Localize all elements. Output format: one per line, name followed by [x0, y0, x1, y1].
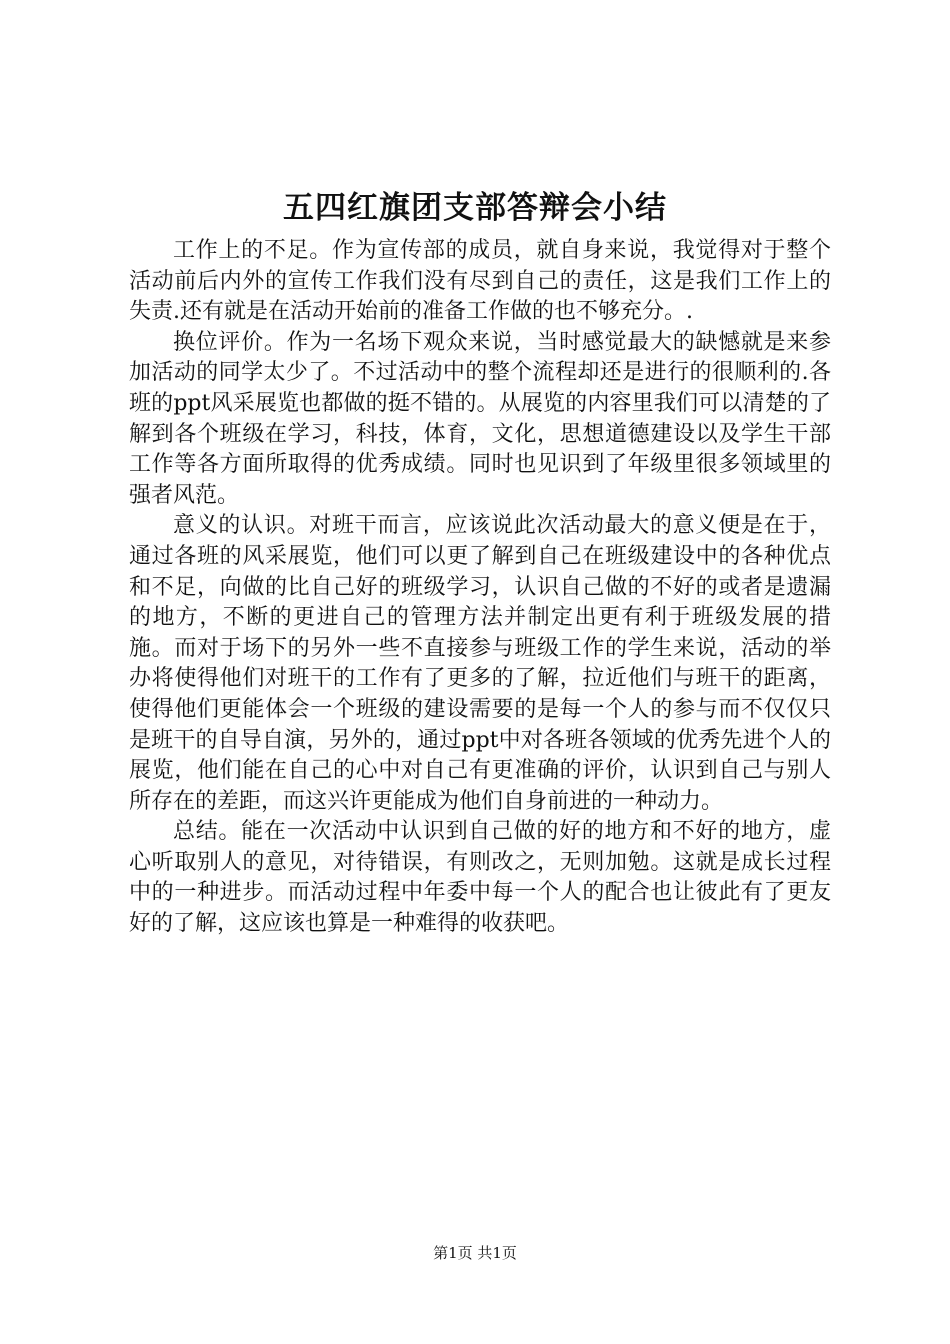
paragraph-evaluation: 换位评价。作为一名场下观众来说，当时感觉最大的缺憾就是来参加活动的同学太少了。不过活动中的整个流程却还是进行的很顺利的.各班的ppt风采展览也都做的挺不错的。从展览的内容里我们可以清楚的了解到各个班级在学习，科技，体育，文化，思想道德建设以及学生干部工作等各方面所取得的优秀成绩。同时也见识到了年级里很多领域里的强者风范。 [129, 329, 831, 508]
page-footer: 第1页 共1页 [433, 1244, 517, 1262]
document-title: 五四红旗团支部答辩会小结 [283, 190, 667, 226]
document-body [129, 236, 831, 940]
paragraph-summary: 总结。能在一次活动中认识到自己做的好的地方和不好的地方，虚心听取别人的意见，对待错误，有则改之，无则加勉。这就是成长过程中的一种进步。而活动过程中年委中每一个人的配合也让彼此有了更友好的了解，这应该也算是一种难得的收获吧。 [129, 819, 831, 937]
paragraph-shortcomings: 工作上的不足。作为宣传部的成员，就自身来说，我觉得对于整个活动前后内外的宣传工作我们没有尽到自己的责任，这是我们工作上的失责.还有就是在活动开始前的准备工作做的也不够充分。. [129, 238, 831, 325]
paragraph-significance: 意义的认识。对班干而言，应该说此次活动最大的意义便是在于，通过各班的风采展览，他们可以更了解到自己在班级建设中的各种优点和不足，向做的比自己好的班级学习，认识自己做的不好的或者是遗漏的地方，不断的更进自己的管理方法并制定出更有利于班级发展的措施。而对于场下的另外一些不直接参与班级工作的学生来说，活动的举办将使得他们对班干的工作有了更多的了解，拉近他们与班干的距离，使得他们更能体会一个班级的建设需要的是每一个人的参与而不仅仅只是班干的自导自演，另外的，通过ppt中对各班各领域的优秀先进个人的展览，他们能在自己的心中对自己有更准确的评价，认识到自己与别人所存在的差距，而这兴许更能成为他们自身前进的一种动力。 [129, 513, 831, 814]
